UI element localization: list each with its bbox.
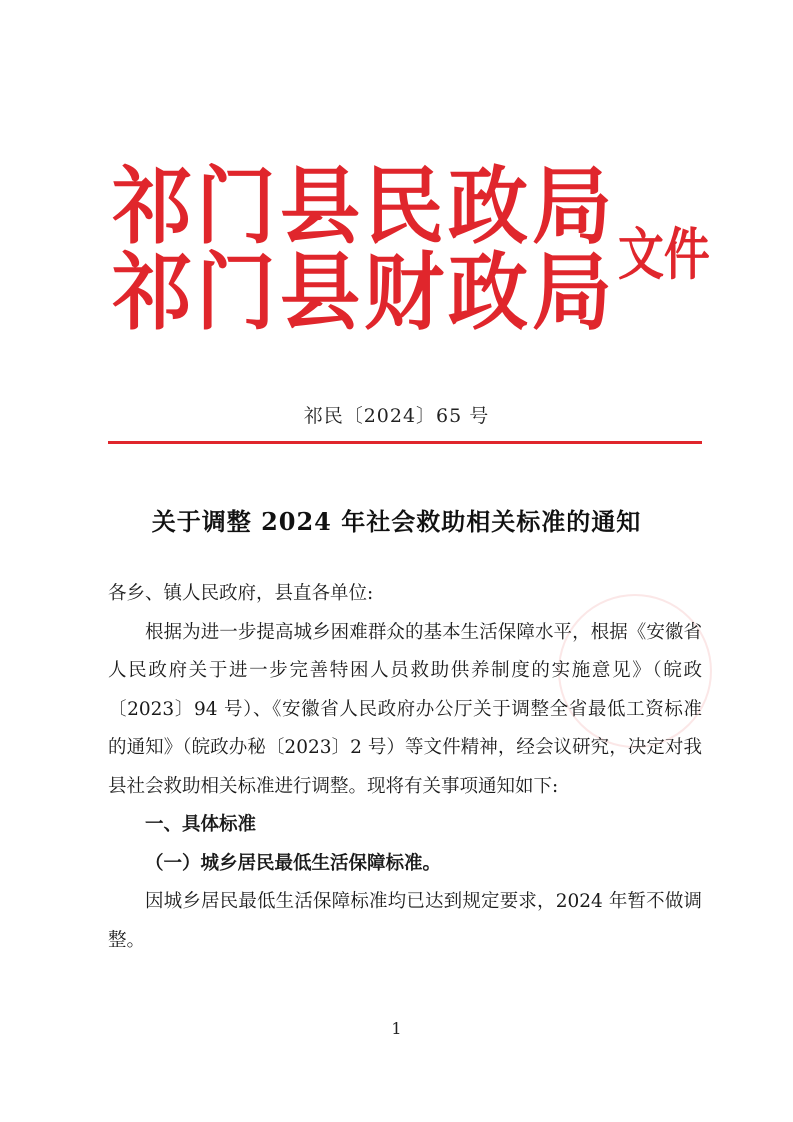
salutation: 各乡、镇人民政府，县直各单位: (108, 583, 374, 604)
red-masthead (112, 148, 712, 348)
paragraph-minimum-living: 因城乡居民最低生活保障标准均已达到规定要求，2024 年暂不做调整。 (108, 891, 702, 951)
subsection-heading-1-1: （一）城乡居民最低生活保障标准。 (145, 852, 442, 874)
document-title: 关于调整 2024 年社会救助相关标准的通知 (151, 507, 642, 536)
masthead-org-finance: 祁门县财政局 (112, 242, 616, 342)
document-number: 祁民〔2024〕65 号 (303, 405, 490, 427)
document-body (108, 575, 702, 960)
masthead-org-civil-affairs: 祁门县民政局 (112, 156, 616, 256)
masthead-suffix: 文件 (618, 223, 710, 288)
page-number: 1 (391, 1019, 402, 1038)
red-divider (108, 441, 702, 444)
paragraph-basis: 根据为进一步提高城乡困难群众的基本生活保障水平，根据《安徽省人民政府关于进一步完善特困人员救助供养制度的实施意见》（皖政〔2023〕94 号）、《安徽省人民政府办公厅关于调整全省最低工资标准的通知》（皖政办秘〔2023〕2 号）等文件精神，经会议研究，决定对我县社会救助相关标准进行调整。现将有关事项通知如下: (108, 621, 702, 797)
section-heading-1: 一、具体标准 (145, 814, 257, 835)
